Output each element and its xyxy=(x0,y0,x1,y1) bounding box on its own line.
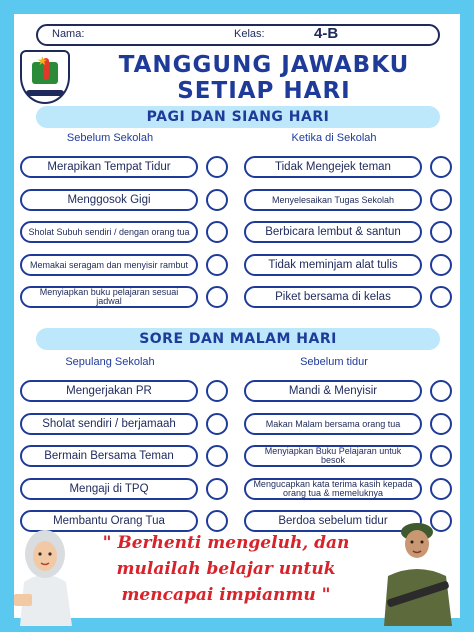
section2-left-item: Sholat sendiri / berjamaah xyxy=(20,413,198,435)
motivational-quote xyxy=(78,530,374,622)
soldier-illustration xyxy=(372,510,462,626)
checkbox-circle[interactable] xyxy=(206,510,228,532)
checkbox-circle[interactable] xyxy=(430,254,452,276)
section1-right-item: Berbicara lembut & santun xyxy=(244,221,422,243)
section1-right-item: Menyelesaikan Tugas Sekolah xyxy=(244,189,422,211)
checkbox-circle[interactable] xyxy=(430,478,452,500)
checkbox-circle[interactable] xyxy=(430,445,452,467)
section2-left-item: Bermain Bersama Teman xyxy=(20,445,198,467)
checkbox-circle[interactable] xyxy=(206,156,228,178)
section2-right-item: Makan Malam bersama orang tua xyxy=(244,413,422,435)
page-title-line1: TANGGUNG JAWABKU xyxy=(118,52,410,78)
section-morning-title: PAGI DAN SIANG HARI xyxy=(36,106,440,128)
section1-right-heading: Ketika di Sekolah xyxy=(291,132,377,144)
section1-right-item: Tidak Mengejek teman xyxy=(244,156,422,178)
section2-right-item: Menyiapkan Buku Pelajaran untuk besok xyxy=(244,445,422,467)
section1-left-item: Sholat Subuh sendiri / dengan orang tua xyxy=(20,221,198,243)
quote-line3: mencapai impianmu " xyxy=(121,585,331,605)
checkbox-circle[interactable] xyxy=(206,254,228,276)
checkbox-circle[interactable] xyxy=(206,380,228,402)
section2-right-item: Mandi & Menyisir xyxy=(244,380,422,402)
section2-right-heading: Sebelum tidur xyxy=(300,356,368,368)
section2-left-item: Mengaji di TPQ xyxy=(20,478,198,500)
emblem-ribbon xyxy=(26,90,64,96)
name-label: Nama: xyxy=(52,28,85,40)
school-emblem-icon xyxy=(20,50,70,104)
checkbox-circle[interactable] xyxy=(430,286,452,308)
checkbox-circle[interactable] xyxy=(430,221,452,243)
section-evening-title: SORE DAN MALAM HARI xyxy=(36,328,440,350)
section2-right-item: Berdoa sebelum tidur xyxy=(244,510,422,532)
section1-left-item: Merapikan Tempat Tidur xyxy=(20,156,198,178)
section2-right-item: Mengucapkan kata terima kasih kepada orang tua & memeluknya xyxy=(244,478,422,500)
checkbox-circle[interactable] xyxy=(430,189,452,211)
section1-left-heading: Sebelum Sekolah xyxy=(66,132,154,144)
checkbox-circle[interactable] xyxy=(430,413,452,435)
quote-line2: mulailah belajar untuk xyxy=(116,559,336,579)
checkbox-circle[interactable] xyxy=(206,189,228,211)
checkbox-circle[interactable] xyxy=(430,156,452,178)
class-value: 4-B xyxy=(314,25,339,42)
emblem-star-icon: ★ xyxy=(37,54,48,68)
checkbox-circle[interactable] xyxy=(206,221,228,243)
checkbox-circle[interactable] xyxy=(206,445,228,467)
checkbox-circle[interactable] xyxy=(206,478,228,500)
section2-left-item: Mengerjakan PR xyxy=(20,380,198,402)
section1-left-item: Menggosok Gigi xyxy=(20,189,198,211)
section2-left-heading: Sepulang Sekolah xyxy=(65,356,155,368)
student-info-bar xyxy=(36,24,440,46)
student-girl-illustration xyxy=(10,518,80,626)
quote-line1: " Berhenti mengeluh, dan xyxy=(102,533,350,553)
class-label: Kelas: xyxy=(234,28,265,40)
checkbox-circle[interactable] xyxy=(430,380,452,402)
page-title-line2: SETIAP HARI xyxy=(177,78,351,104)
section1-left-item: Menyiapkan buku pelajaran sesuai jadwal xyxy=(20,286,198,308)
section1-right-item: Piket bersama di kelas xyxy=(244,286,422,308)
checkbox-circle[interactable] xyxy=(206,413,228,435)
section1-right-item: Tidak meminjam alat tulis xyxy=(244,254,422,276)
section2-left-item: Membantu Orang Tua xyxy=(20,510,198,532)
checkbox-circle[interactable] xyxy=(206,286,228,308)
section1-left-item: Memakai seragam dan menyisir rambut xyxy=(20,254,198,276)
